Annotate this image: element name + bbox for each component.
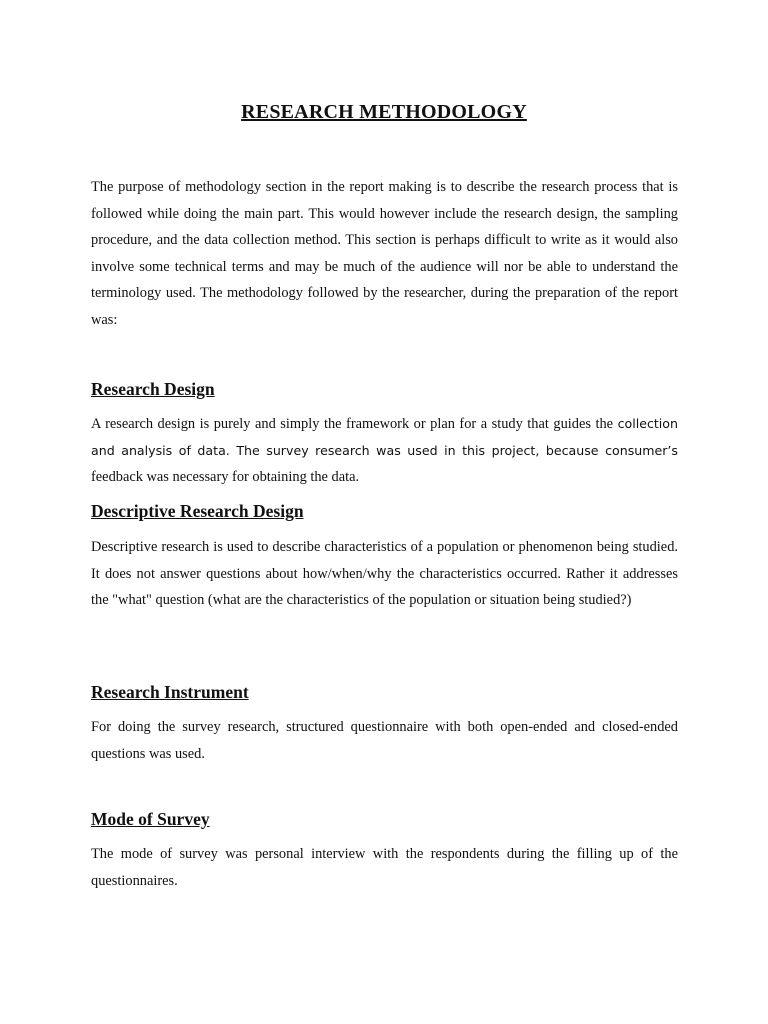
research-design-text-line-1: A research design is purely and simply the framework or plan for a study that guides the (91, 416, 614, 432)
section-heading-research-design: Research Design (91, 379, 215, 399)
section-heading-descriptive-research-design: Descriptive Research Design (91, 501, 304, 521)
section-paragraph-research-instrument: For doing the survey research, structured questionnaire with both open-ended and closed-ended questions was used. (91, 719, 678, 762)
section-paragraph-mode-of-survey: The mode of survey was personal interview with the respondents during the filling up of the questionnaires. (91, 846, 678, 889)
research-design-text-line-2: collection and analysis of data. The survey research was used in this project, because consumer’s (91, 416, 678, 458)
page-title: RESEARCH METHODOLOGY (241, 101, 527, 123)
research-design-text-line-3: feedback was necessary for obtaining the data. (91, 469, 360, 485)
section-heading-research-instrument: Research Instrument (91, 682, 249, 702)
section-paragraph-research-design (91, 411, 678, 491)
intro-paragraph: The purpose of methodology section in the report making is to describe the research process that is followed while doing the main part. This would however include the research design, the sampling procedure, and the data collection method. This section is perhaps difficult to write as it would also involve some technical terms and may be much of the audience will nor be able to understand the terminology used. The methodology followed by the researcher, during the preparation of the report was: (91, 179, 678, 328)
section-heading-mode-of-survey: Mode of Survey (91, 809, 210, 829)
section-paragraph-descriptive-research-design: Descriptive research is used to describe characteristics of a population or phenomenon being studied. It does not answer questions about how/when/why the characteristics occurred. Rather it addresses the "what" question (what are the characteristics of the population or situation being studied?) (91, 539, 678, 608)
